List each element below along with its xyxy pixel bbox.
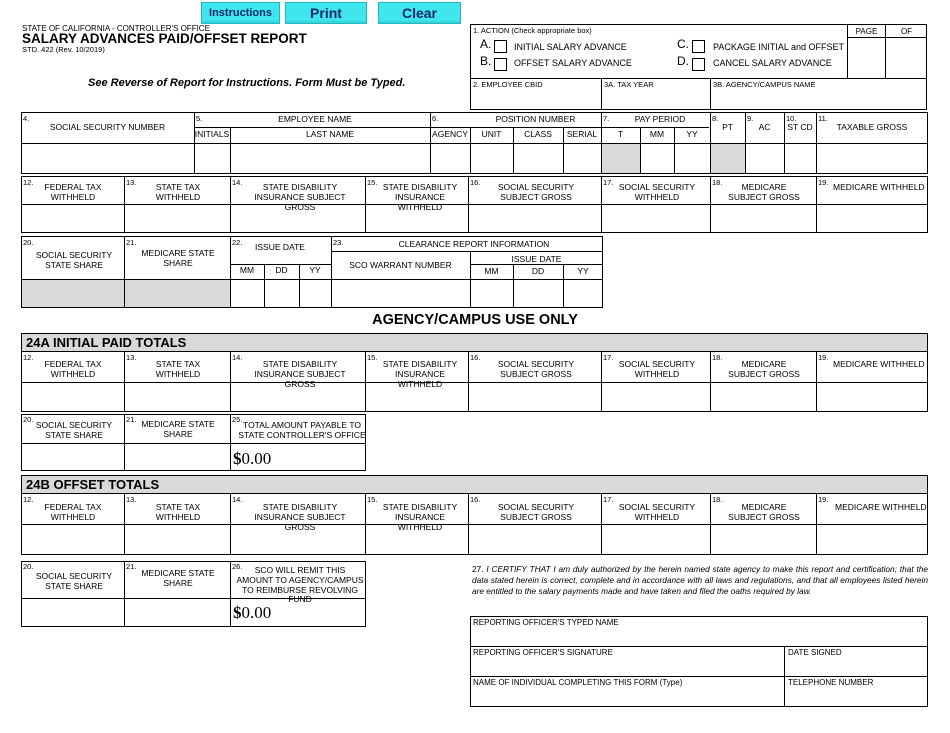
pay-period-t-shaded bbox=[602, 144, 640, 173]
option-d-letter: D. bbox=[677, 54, 689, 68]
typed-name-label: REPORTING OFFICER'S TYPED NAME bbox=[473, 618, 619, 627]
signature-field[interactable] bbox=[471, 658, 783, 675]
ss-state-share-label: SOCIAL SECURITY STATE SHARE bbox=[35, 250, 113, 270]
option-d-label: CANCEL SALARY ADVANCE bbox=[713, 58, 832, 68]
a-n20: 20. bbox=[23, 415, 34, 424]
issue-yy-label: YY bbox=[309, 265, 321, 275]
b-n21: 21. bbox=[126, 562, 137, 571]
b-medicare-withheld-label: MEDICARE WITHHELD bbox=[835, 502, 927, 512]
ss-withheld-label: SOCIAL SECURITY WITHHELD bbox=[618, 182, 696, 202]
n15: 15. bbox=[367, 178, 378, 187]
option-b-label: OFFSET SALARY ADVANCE bbox=[514, 58, 632, 68]
n25: 25. bbox=[232, 415, 243, 424]
n6: 6. bbox=[432, 114, 439, 123]
sco-remit-label: SCO WILL REMIT THIS AMOUNT TO AGENCY/CAMPUS TO REIMBURSE REVOLVING FUND bbox=[236, 565, 364, 605]
employee-name-label: EMPLOYEE NAME bbox=[278, 114, 352, 124]
n27: 27. bbox=[472, 564, 484, 574]
sco-warrant-label: SCO WARRANT NUMBER bbox=[349, 260, 452, 270]
b-n17: 17. bbox=[603, 495, 614, 504]
medicare-state-share-label: MEDICARE STATE SHARE bbox=[141, 248, 215, 268]
b-sdi-withheld-label: STATE DISABILITY INSURANCE WITHHELD bbox=[382, 502, 458, 532]
last-name-label: LAST NAME bbox=[305, 129, 355, 139]
a-n16: 16. bbox=[470, 353, 481, 362]
typed-name-field[interactable] bbox=[471, 628, 927, 645]
state-tax-label: STATE TAX WITHHELD bbox=[155, 182, 201, 202]
b-medicare-gross-label: MEDICARE SUBJECT GROSS bbox=[728, 502, 800, 522]
b-n13: 13. bbox=[126, 495, 137, 504]
issue2-yy-label: YY bbox=[577, 266, 589, 276]
a-n17: 17. bbox=[603, 353, 614, 362]
n21: 21. bbox=[126, 238, 137, 247]
a-n13: 13. bbox=[126, 353, 137, 362]
b-federal-tax-label: FEDERAL TAX WITHHELD bbox=[44, 502, 102, 522]
date-signed-field[interactable] bbox=[785, 658, 927, 675]
certify-statement: I CERTIFY THAT I am duly authorized by the herein named state agency to make this report and certification; that the data stated herein is correct, complete and in accordance with all laws and regulations, and that all employees listed herein are entitled to the salary payments made and have taken and filed the oaths required by law. bbox=[472, 564, 928, 596]
sdi-gross-label: STATE DISABILITY INSURANCE SUBJECT GROSS bbox=[254, 182, 346, 212]
b-n18: 18. bbox=[712, 495, 723, 504]
n23: 23. bbox=[333, 238, 344, 247]
ss-gross-label: SOCIAL SECURITY SUBJECT GROSS bbox=[497, 182, 575, 202]
ssn-label: SOCIAL SECURITY NUMBER bbox=[49, 122, 166, 132]
b-ss-withheld-label: SOCIAL SECURITY WITHHELD bbox=[618, 502, 696, 522]
tax-year-label: 3A. TAX YEAR bbox=[604, 80, 654, 89]
package-initial-offset-checkbox[interactable] bbox=[692, 40, 705, 53]
agency-campus-label: 3B. AGENCY/CAMPUS NAME bbox=[713, 80, 816, 89]
class-label: CLASS bbox=[524, 129, 552, 139]
b-ss-state-share-label: SOCIAL SECURITY STATE SHARE bbox=[35, 571, 113, 591]
page-of-field[interactable] bbox=[886, 38, 926, 77]
medicare-withheld-label: MEDICARE WITHHELD bbox=[833, 182, 925, 192]
clearance-label: CLEARANCE REPORT INFORMATION bbox=[398, 239, 550, 249]
option-c-letter: C. bbox=[677, 37, 689, 51]
n5: 5. bbox=[196, 114, 203, 123]
issue-mm-label: MM bbox=[239, 265, 255, 275]
option-c-label: PACKAGE INITIAL and OFFSET bbox=[713, 42, 845, 52]
a-sdi-withheld-label: STATE DISABILITY INSURANCE WITHHELD bbox=[382, 359, 458, 389]
a-n15: 15. bbox=[367, 353, 378, 362]
signature-label: REPORTING OFFICER'S SIGNATURE bbox=[473, 648, 613, 657]
completer-name-field[interactable] bbox=[471, 688, 783, 706]
instructions-note: See Reverse of Report for Instructions. Form Must be Typed. bbox=[88, 77, 406, 89]
n12: 12. bbox=[23, 178, 34, 187]
print-button[interactable]: Print bbox=[285, 2, 367, 24]
action-label: 1. ACTION (Check appropriate box) bbox=[473, 26, 592, 35]
total-payable-dollar: $ bbox=[233, 449, 242, 468]
ss-state-share-shaded bbox=[22, 280, 124, 307]
b-n14: 14. bbox=[232, 495, 243, 504]
option-b-letter: B. bbox=[480, 54, 492, 68]
telephone-field[interactable] bbox=[785, 688, 927, 706]
position-number-label: POSITION NUMBER bbox=[495, 114, 576, 124]
instructions-button[interactable]: Instructions bbox=[201, 2, 280, 24]
b-n15: 15. bbox=[367, 495, 378, 504]
t-label: T bbox=[617, 129, 624, 139]
n4: 4. bbox=[23, 114, 30, 123]
yy-label: YY bbox=[686, 129, 698, 139]
n9: 9. bbox=[747, 114, 754, 123]
a-sdi-gross-label: STATE DISABILITY INSURANCE SUBJECT GROSS bbox=[254, 359, 346, 389]
medicare-state-share-shaded bbox=[125, 280, 230, 307]
a-federal-tax-label: FEDERAL TAX WITHHELD bbox=[44, 359, 102, 379]
option-a-letter: A. bbox=[480, 37, 492, 51]
pt-label: PT bbox=[722, 122, 733, 132]
a-medicare-state-share-label: MEDICARE STATE SHARE bbox=[141, 419, 215, 439]
issue-date2-label: ISSUE DATE bbox=[511, 254, 562, 264]
unit-label: UNIT bbox=[481, 129, 502, 139]
n19: 19. bbox=[818, 178, 829, 187]
sdi-withheld-label: STATE DISABILITY INSURANCE WITHHELD bbox=[382, 182, 458, 212]
b-medicare-state-share-label: MEDICARE STATE SHARE bbox=[141, 568, 215, 588]
ac-label: AC bbox=[758, 122, 771, 132]
b-n20: 20. bbox=[23, 562, 34, 571]
page-label: PAGE bbox=[855, 27, 878, 36]
federal-tax-label: FEDERAL TAX WITHHELD bbox=[44, 182, 102, 202]
medicare-gross-label: MEDICARE SUBJECT GROSS bbox=[728, 182, 800, 202]
form-id: STD. 422 (Rev. 10/2019) bbox=[22, 45, 105, 54]
agency-label: AGENCY bbox=[432, 129, 468, 139]
a-ss-gross-label: SOCIAL SECURITY SUBJECT GROSS bbox=[497, 359, 575, 379]
n7: 7. bbox=[603, 114, 610, 123]
n26: 26. bbox=[232, 562, 243, 571]
section-24a-header: 24A INITIAL PAID TOTALS bbox=[21, 333, 928, 352]
b-n12: 12. bbox=[23, 495, 34, 504]
cancel-salary-advance-checkbox[interactable] bbox=[692, 58, 705, 71]
offset-salary-advance-checkbox[interactable] bbox=[494, 58, 507, 71]
n20: 20. bbox=[23, 238, 34, 247]
a-medicare-withheld-label: MEDICARE WITHHELD bbox=[833, 359, 925, 369]
mm-label: MM bbox=[649, 129, 665, 139]
n8: 8. bbox=[712, 114, 719, 123]
employee-cbid-label: 2. EMPLOYEE CBID bbox=[473, 80, 543, 89]
clear-button[interactable]: Clear bbox=[378, 2, 461, 24]
n13: 13. bbox=[126, 178, 137, 187]
total-payable-label: TOTAL AMOUNT PAYABLE TO STATE CONTROLLER'S OFFICE bbox=[238, 420, 366, 440]
completer-label: NAME OF INDIVIDUAL COMPLETING THIS FORM (Type) bbox=[473, 678, 683, 687]
n17: 17. bbox=[603, 178, 614, 187]
b-n19: 19. bbox=[818, 495, 829, 504]
a-state-tax-label: STATE TAX WITHHELD bbox=[155, 359, 201, 379]
total-payable-amount: 0.00 bbox=[241, 449, 272, 468]
n11: 11. bbox=[818, 114, 828, 123]
issue-dd-label: DD bbox=[275, 265, 288, 275]
issue-date-label: ISSUE DATE bbox=[255, 242, 305, 252]
n22: 22. bbox=[232, 238, 243, 247]
section-24b-header: 24B OFFSET TOTALS bbox=[21, 475, 928, 494]
n18: 18. bbox=[712, 178, 723, 187]
a-n19: 19. bbox=[818, 353, 829, 362]
a-n14: 14. bbox=[232, 353, 243, 362]
initial-salary-advance-checkbox[interactable] bbox=[494, 40, 507, 53]
st-cd-label: ST CD bbox=[787, 122, 813, 132]
option-a-label: INITIAL SALARY ADVANCE bbox=[514, 42, 627, 52]
telephone-label: TELEPHONE NUMBER bbox=[788, 678, 874, 687]
sco-remit-dollar: $ bbox=[233, 603, 242, 622]
a-medicare-gross-label: MEDICARE SUBJECT GROSS bbox=[728, 359, 800, 379]
b-ss-gross-label: SOCIAL SECURITY SUBJECT GROSS bbox=[497, 502, 575, 522]
n10: 10. bbox=[786, 114, 797, 123]
of-label: OF bbox=[900, 27, 913, 36]
serial-label: SERIAL bbox=[566, 129, 598, 139]
initials-label: INITIALS bbox=[194, 129, 230, 139]
certify-text bbox=[472, 564, 928, 597]
issue2-mm-label: MM bbox=[484, 266, 499, 276]
date-signed-label: DATE SIGNED bbox=[788, 648, 842, 657]
issue2-dd-label: DD bbox=[531, 266, 545, 276]
a-ss-withheld-label: SOCIAL SECURITY WITHHELD bbox=[618, 359, 696, 379]
page-number-field[interactable] bbox=[848, 38, 884, 77]
a-n18: 18. bbox=[712, 353, 723, 362]
sco-remit-value bbox=[233, 603, 271, 623]
pt-shaded bbox=[711, 144, 745, 173]
a-n12: 12. bbox=[23, 353, 34, 362]
form-title: SALARY ADVANCES PAID/OFFSET REPORT bbox=[22, 31, 307, 46]
b-sdi-gross-label: STATE DISABILITY INSURANCE SUBJECT GROSS bbox=[254, 502, 346, 532]
n16: 16. bbox=[470, 178, 481, 187]
agency-use-heading: AGENCY/CAMPUS USE ONLY bbox=[372, 312, 578, 328]
taxable-gross-label: TAXABLE GROSS bbox=[836, 122, 908, 132]
a-n21: 21. bbox=[126, 415, 137, 424]
agency-name: STATE OF CALIFORNIA - CONTROLLER'S OFFICE bbox=[22, 24, 210, 33]
pay-period-label: PAY PERIOD bbox=[634, 114, 686, 124]
b-state-tax-label: STATE TAX WITHHELD bbox=[155, 502, 201, 522]
a-ss-state-share-label: SOCIAL SECURITY STATE SHARE bbox=[35, 420, 113, 440]
sco-remit-amount: 0.00 bbox=[241, 603, 272, 622]
total-payable-value bbox=[233, 449, 271, 469]
n14: 14. bbox=[232, 178, 243, 187]
b-n16: 16. bbox=[470, 495, 481, 504]
